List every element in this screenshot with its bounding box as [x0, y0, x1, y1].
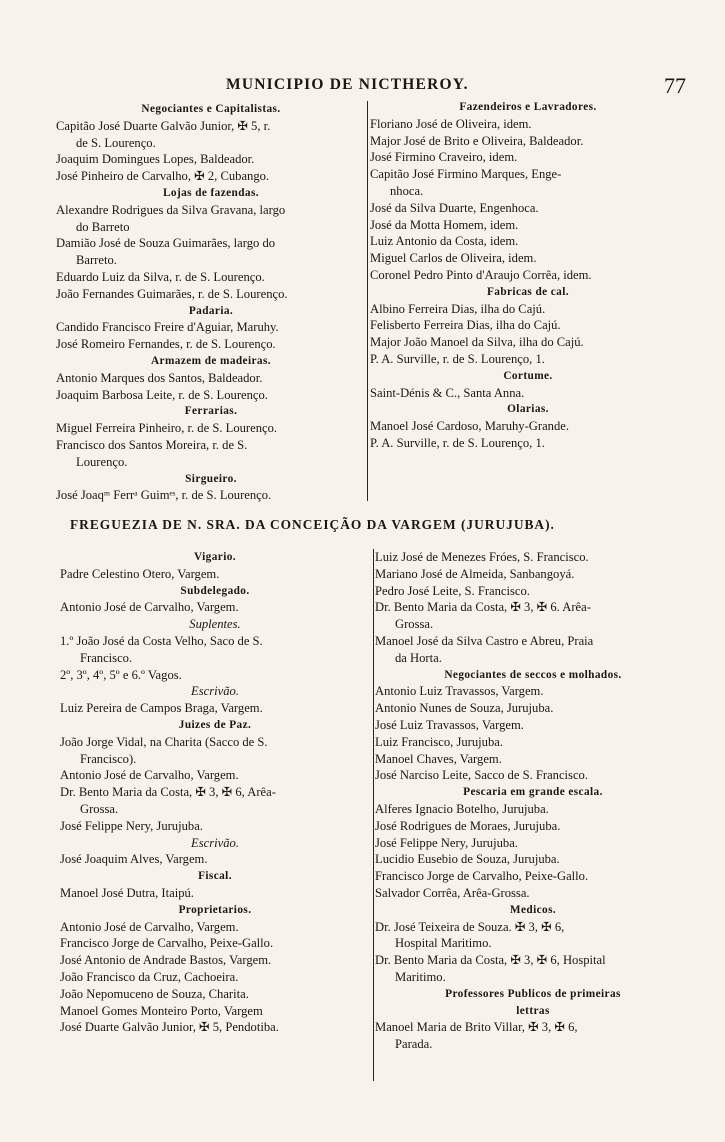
category-heading: Juizes de Paz. — [178, 718, 252, 731]
entry-line: Coronel Pedro Pinto d'Araujo Corrêa, idem. — [370, 267, 592, 282]
category-heading: Fabricas de cal. — [486, 285, 569, 298]
entry-line: 1.º João José da Costa Velho, Saco de S. — [60, 633, 263, 648]
entry-line: José Felippe Nery, Jurujuba. — [375, 835, 518, 850]
entry-line: João Jorge Vidal, na Charita (Sacco de S. — [60, 734, 268, 749]
entry-line: Salvador Corrêa, Arêa-Grossa. — [375, 885, 530, 900]
entry-line: Floriano José de Oliveira, idem. — [370, 116, 532, 131]
entry-line: de S. Lourenço. — [76, 135, 156, 150]
entry-line: Antonio Nunes de Souza, Jurujuba. — [375, 701, 554, 716]
entry-line: Luiz Antonio da Costa, idem. — [370, 234, 519, 249]
entry-line: Eduardo Luiz da Silva, r. de S. Lourenço. — [56, 269, 265, 284]
entry-line: Antonio Luiz Travassos, Vargem. — [375, 684, 544, 699]
entry-line: Francisco. — [80, 650, 133, 665]
entry-line: Alexandre Rodrigues da Silva Gravana, largo — [56, 202, 286, 217]
running-header — [56, 73, 686, 100]
entry-line: José da Silva Duarte, Engenhoca. — [370, 200, 539, 215]
entry-line: Manoel Chaves, Vargem. — [375, 751, 502, 766]
category-heading: Olarias. — [507, 403, 549, 416]
top-right-column — [370, 99, 686, 452]
entry-line: Capitão José Duarte Galvão Junior, ✠ 5, r. — [56, 118, 271, 133]
category-heading: Professores Publicos de primeiras — [445, 987, 621, 1000]
section-title: FREGUEZIA DE N. SRA. DA CONCEIÇÃO DA VARGEM (JURUJUBA). — [70, 517, 555, 532]
entry-line: Major José de Brito e Oliveira, Baldeador. — [370, 133, 584, 148]
entry-line: Antonio José de Carvalho, Vargem. — [60, 768, 239, 783]
entry-line: Miguel Carlos de Oliveira, idem. — [370, 251, 537, 266]
entry-line: Lucidio Eusebio de Souza, Jurujuba. — [375, 852, 560, 867]
category-heading: Proprietarios. — [178, 903, 252, 916]
entry-line: Manoel Gomes Monteiro Porto, Vargem — [60, 1003, 263, 1018]
entry-line: José Pinheiro de Carvalho, ✠ 2, Cubango. — [56, 169, 270, 184]
entry-line: Manoel José Dutra, Itaipú. — [60, 885, 194, 900]
entry-line: José da Motta Homem, idem. — [370, 217, 519, 232]
category-heading: Armazem de madeiras. — [151, 354, 271, 367]
entry-line: Dr. Bento Maria da Costa, ✠ 3, ✠ 6, Hospital — [375, 953, 606, 968]
category-heading: Fazendeiros e Lavradores. — [459, 101, 597, 113]
entry-line: Grossa. — [80, 801, 119, 816]
entry-line: José Joaquim Alves, Vargem. — [60, 852, 208, 867]
category-heading: Subdelegado. — [180, 584, 250, 597]
entry-line: Albino Ferreira Dias, ilha do Cajú. — [370, 301, 546, 316]
entry-line: nhoca. — [390, 183, 424, 198]
entry-line: José Joaqᵐ Ferrᵃ Guimᵉˢ, r. de S. Lourenço. — [56, 488, 272, 503]
entry-line: Grossa. — [395, 617, 434, 632]
entry-line: Manoel Maria de Brito Villar, ✠ 3, ✠ 6, — [375, 1020, 578, 1035]
entry-line: P. A. Surville, r. de S. Lourenço, 1. — [370, 435, 545, 450]
category-heading: Suplentes. — [189, 617, 241, 632]
entry-line: José Firmino Craveiro, idem. — [370, 150, 518, 165]
entry-line: Barreto. — [76, 253, 117, 268]
entry-line: José Luiz Travassos, Vargem. — [375, 717, 524, 732]
entry-line: 2º, 3º, 4º, 5º e 6.º Vagos. — [60, 667, 182, 682]
category-heading: Sirgueiro. — [185, 472, 237, 485]
entry-line: Candido Francisco Freire d'Aguiar, Maruhy. — [56, 320, 279, 335]
category-heading: Negociantes e Capitalistas. — [141, 103, 281, 115]
entry-line: Luiz Francisco, Jurujuba. — [375, 734, 504, 749]
entry-line: Parada. — [395, 1037, 433, 1052]
entry-line: Manoel José Cardoso, Maruhy-Grande. — [370, 419, 570, 434]
entry-line: Francisco Jorge de Carvalho, Peixe-Gallo. — [375, 869, 589, 884]
top-left-column — [56, 101, 366, 504]
entry-line: José Felippe Nery, Jurujuba. — [60, 818, 203, 833]
entry-line: Damião José de Souza Guimarães, largo do — [56, 236, 276, 251]
entry-line: José Narciso Leite, Sacco de S. Francisco. — [375, 768, 588, 783]
page-number: 77 — [664, 73, 686, 98]
page-title: MUNICIPIO DE NICTHEROY. — [226, 76, 469, 93]
entry-line: Joaquim Barbosa Leite, r. de S. Lourenço. — [56, 387, 268, 402]
category-heading: Escrivão. — [191, 835, 239, 850]
category-heading: Fiscal. — [198, 870, 232, 883]
entry-line: Dr. José Teixeira de Souza. ✠ 3, ✠ 6, — [375, 919, 565, 934]
entry-line: Antonio José de Carvalho, Vargem. — [60, 600, 239, 615]
entry-line: Francisco dos Santos Moreira, r. de S. — [56, 437, 248, 452]
category-heading: Escrivão. — [191, 684, 239, 699]
entry-line: João Fernandes Guimarães, r. de S. Lourenço. — [56, 286, 288, 301]
entry-line: José Antonio de Andrade Bastos, Vargem. — [60, 953, 272, 968]
category-heading: Ferrarias. — [184, 405, 238, 418]
entry-line: Miguel Ferreira Pinheiro, r. de S. Lourenço. — [56, 421, 278, 436]
entry-line: do Barreto — [76, 219, 130, 234]
entry-line: Padre Celestino Otero, Vargem. — [60, 566, 220, 581]
entry-line: Lourenço. — [76, 454, 128, 469]
entry-line: Francisco). — [80, 751, 137, 766]
column-divider-top — [367, 101, 368, 501]
category-heading: Pescaria em grande escala. — [463, 786, 603, 799]
bottom-right-column — [375, 549, 691, 1053]
entry-line: Antonio José de Carvalho, Vargem. — [60, 919, 239, 934]
category-heading: Vigario. — [194, 551, 236, 563]
category-heading: Lojas de fazendas. — [162, 186, 259, 199]
entry-line: Alferes Ignacio Botelho, Jurujuba. — [375, 801, 549, 816]
category-heading: Negociantes de seccos e molhados. — [444, 668, 622, 681]
entry-line: Dr. Bento Maria da Costa, ✠ 3, ✠ 6. Arêa- — [375, 600, 591, 615]
entry-line: Antonio Marques dos Santos, Baldeador. — [56, 370, 263, 385]
entry-line: Mariano José de Almeida, Sanbangoyá. — [375, 566, 575, 581]
entry-line: Joaquim Domingues Lopes, Baldeador. — [56, 152, 255, 167]
entry-line: Felisberto Ferreira Dias, ilha do Cajú. — [370, 318, 561, 333]
category-heading: Padaria. — [188, 304, 234, 317]
entry-line: João Nepomuceno de Souza, Charita. — [60, 986, 249, 1001]
category-heading: lettras — [516, 1004, 550, 1017]
entry-line: José Rodrigues de Moraes, Jurujuba. — [375, 818, 561, 833]
entry-line: da Horta. — [395, 650, 442, 665]
entry-line: Luiz José de Menezes Fróes, S. Francisco. — [375, 550, 589, 564]
entry-line: Saint-Dénis & C., Santa Anna. — [370, 385, 525, 400]
entry-line: Major João Manoel da Silva, ilha do Cajú. — [370, 335, 584, 350]
entry-line: José Duarte Galvão Junior, ✠ 5, Pendotiba. — [60, 1020, 279, 1035]
entry-line: Francisco Jorge de Carvalho, Peixe-Gallo. — [60, 936, 274, 951]
category-heading: Medicos. — [509, 903, 557, 916]
entry-line: Hospital Maritimo. — [395, 936, 492, 951]
entry-line: Dr. Bento Maria da Costa, ✠ 3, ✠ 6, Arêa- — [60, 785, 276, 800]
column-divider-bottom — [373, 549, 374, 1081]
entry-line: Capitão José Firmino Marques, Enge- — [370, 167, 562, 182]
entry-line: P. A. Surville, r. de S. Lourenço, 1. — [370, 351, 545, 366]
entry-line: Luiz Pereira de Campos Braga, Vargem. — [60, 701, 263, 716]
entry-line: José Romeiro Fernandes, r. de S. Lourenço. — [56, 337, 276, 352]
entry-line: Maritimo. — [395, 969, 446, 984]
entry-line: João Francisco da Cruz, Cachoeira. — [60, 969, 239, 984]
entry-line: Manoel José da Silva Castro e Abreu, Praia — [375, 633, 594, 648]
entry-line: Pedro José Leite, S. Francisco. — [375, 583, 530, 598]
bottom-left-column — [60, 549, 370, 1036]
category-heading: Cortume. — [503, 369, 553, 382]
